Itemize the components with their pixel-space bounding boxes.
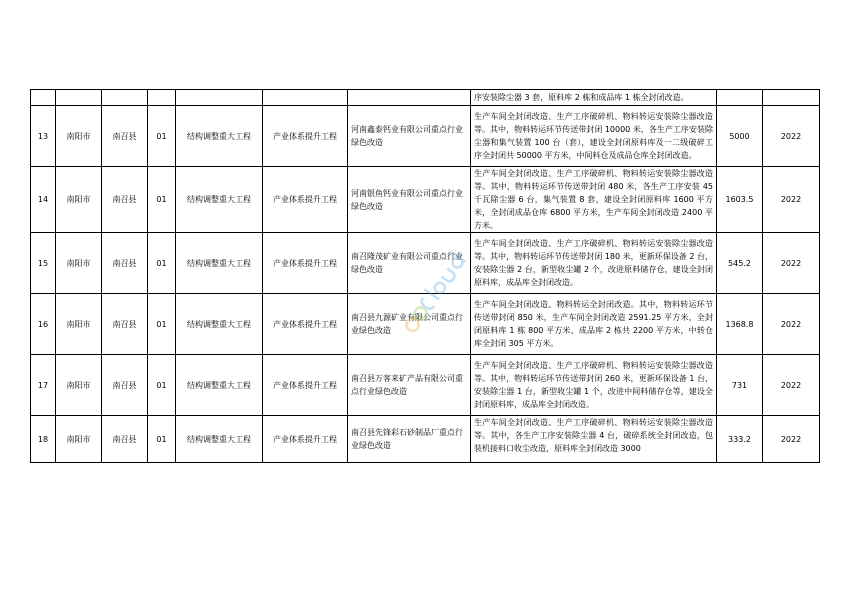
city-cell (56, 90, 102, 106)
code-cell: 01 (148, 294, 176, 355)
row-number: 13 (31, 106, 56, 167)
project-name-cell: 河南银鱼钙业有限公司重点行业绿色改造 (348, 167, 471, 233)
project-name-cell: 南召县万客来矿产品有限公司重点行业绿色改造 (348, 355, 471, 416)
code-cell: 01 (148, 416, 176, 463)
project-description-cell: 生产车间全封闭改造、生产工序破碎机、物料转运安装除尘器改造等。其中，物料转运环节传送带封闭 180 米，更新环保设备 2 台，安装除尘器 2 台，新型收尘罐 2 个，改进原料储存仓，建设全封闭原料库，成品库全封闭改造。 (471, 233, 717, 294)
county-cell: 南召县 (102, 355, 148, 416)
city-cell: 南阳市 (56, 294, 102, 355)
county-cell: 南召县 (102, 294, 148, 355)
row-number: 18 (31, 416, 56, 463)
category-cell: 结构调整重大工程 (176, 106, 263, 167)
subcategory-cell: 产业体系提升工程 (263, 355, 348, 416)
project-description-cell: 序安装除尘器 3 套，原料库 2 栋和成品库 1 栋全封闭改造。 (471, 90, 717, 106)
project-name-cell: 南召县先锋彩石砂制品厂重点行业绿色改造 (348, 416, 471, 463)
investment-cell: 5000 (717, 106, 763, 167)
year-cell: 2022 (763, 233, 820, 294)
subcategory-cell: 产业体系提升工程 (263, 167, 348, 233)
category-cell: 结构调整重大工程 (176, 294, 263, 355)
city-cell: 南阳市 (56, 233, 102, 294)
category-cell: 结构调整重大工程 (176, 416, 263, 463)
table-row (31, 294, 820, 355)
category-cell (176, 90, 263, 106)
project-description-cell: 生产车间全封闭改造、生产工序破碎机、物料转运安装除尘器改造等。其中，物料转运环节传送带封闭 10000 米，各生产工序安装除尘器和集气装置 100 台（套），建设全封闭原料库及一二级破碎工序全封闭共 50000 平方米，中间料仓及成品仓库全封闭改造。 (471, 106, 717, 167)
year-cell: 2022 (763, 294, 820, 355)
county-cell: 南召县 (102, 167, 148, 233)
year-cell: 2022 (763, 106, 820, 167)
project-table (30, 89, 820, 463)
table-row (31, 167, 820, 233)
table-row (31, 90, 820, 106)
year-cell: 2022 (763, 167, 820, 233)
subcategory-cell: 产业体系提升工程 (263, 106, 348, 167)
code-cell: 01 (148, 167, 176, 233)
table-row (31, 355, 820, 416)
project-description-cell: 生产车间全封闭改造、生产工序破碎机、物料转运安装除尘器改造等。其中，物料转运环节传送带封闭 260 米，更新环保设备 1 台，安装除尘器 1 台，新型收尘罐 1 个，改进中间料储存仓等，建设全封闭原料库，成品库全封闭改造。 (471, 355, 717, 416)
subcategory-cell: 产业体系提升工程 (263, 233, 348, 294)
year-cell: 2022 (763, 355, 820, 416)
row-number (31, 90, 56, 106)
county-cell: 南召县 (102, 106, 148, 167)
investment-cell (717, 90, 763, 106)
year-cell (763, 90, 820, 106)
investment-cell: 333.2 (717, 416, 763, 463)
category-cell: 结构调整重大工程 (176, 233, 263, 294)
code-cell: 01 (148, 355, 176, 416)
row-number: 14 (31, 167, 56, 233)
year-cell: 2022 (763, 416, 820, 463)
project-description-cell: 生产车间全封闭改造、生产工序破碎机、物料转运安装除尘器改造等。其中，物料转运环节传送带封闭 480 米，各生产工序安装 45 千瓦除尘器 6 台，集气装置 8 套，建设全封闭原料库 1600 平方米，全封闭成品仓库 6800 平方米，生产车间全封闭改造 2400 平方米。 (471, 167, 717, 233)
county-cell: 南召县 (102, 416, 148, 463)
city-cell: 南阳市 (56, 167, 102, 233)
code-cell (148, 90, 176, 106)
county-cell: 南召县 (102, 233, 148, 294)
investment-cell: 1603.5 (717, 167, 763, 233)
county-cell (102, 90, 148, 106)
project-description-cell: 生产车间全封闭改造、物料转运全封闭改造。其中，物料转运环节传送带封闭 850 米，生产车间全封闭改造 2591.25 平方米，全封闭原料库 1 栋 800 平方米、成品库 2 栋共 2200 平方米，中转仓库全封闭 305 平方米。 (471, 294, 717, 355)
subcategory-cell: 产业体系提升工程 (263, 416, 348, 463)
table-row (31, 416, 820, 463)
project-description-cell: 生产车间全封闭改造、生产工序破碎机、物料转运安装除尘器改造等。其中，各生产工序安装除尘器 4 台，破碎系统全封闭改造，包装机接料口收尘改造，原料库全封闭改造 3000 (471, 416, 717, 463)
subcategory-cell (263, 90, 348, 106)
row-number: 16 (31, 294, 56, 355)
code-cell: 01 (148, 106, 176, 167)
project-name-cell: 南召隆茂矿业有限公司重点行业绿色改造 (348, 233, 471, 294)
subcategory-cell: 产业体系提升工程 (263, 294, 348, 355)
row-number: 17 (31, 355, 56, 416)
city-cell: 南阳市 (56, 416, 102, 463)
row-number: 15 (31, 233, 56, 294)
category-cell: 结构调整重大工程 (176, 355, 263, 416)
table-row (31, 233, 820, 294)
table-row (31, 106, 820, 167)
project-name-cell: 河南鑫泰钙业有限公司重点行业绿色改造 (348, 106, 471, 167)
city-cell: 南阳市 (56, 106, 102, 167)
investment-cell: 1368.8 (717, 294, 763, 355)
project-name-cell: 南召县九源矿业有限公司重点行业绿色改造 (348, 294, 471, 355)
code-cell: 01 (148, 233, 176, 294)
investment-cell: 731 (717, 355, 763, 416)
investment-cell: 545.2 (717, 233, 763, 294)
category-cell: 结构调整重大工程 (176, 167, 263, 233)
city-cell: 南阳市 (56, 355, 102, 416)
project-name-cell (348, 90, 471, 106)
